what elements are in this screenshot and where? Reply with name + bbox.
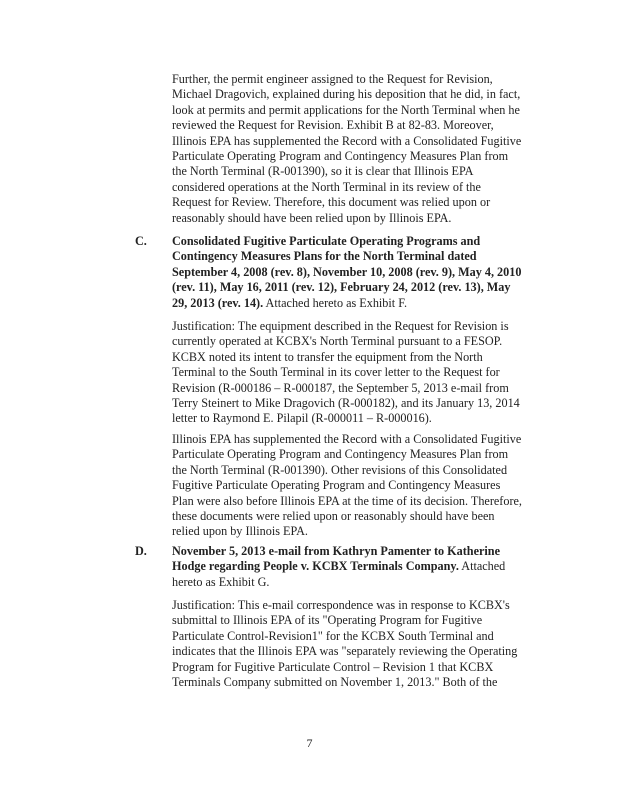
page-number: 7 [306, 736, 313, 750]
paragraph-b-continuation: Further, the permit engineer assigned to the Request for Revision, Michael Dragovich, explained during his deposition that he did, in fact, look at permits and permit applications for the North Terminal when he reviewed the Request for Revision. Exhibit B at 82-83. Moreover, Illinois EPA has supplemented the Record with a Consolidated Fugitive Particulate Operating Program and Contingency Measures Plan from the North Terminal (R-001390), so it is clear that Illinois EPA considered operations at the North Terminal in its review of the Request for Review. Therefore, this document was relied upon or reasonably should have been relied upon by Illinois EPA. [172, 72, 522, 225]
item-d-title: November 5, 2013 e-mail from Kathryn Pamenter to Katherine Hodge regarding People v. KCBX Terminals Company. [172, 544, 500, 574]
item-c-title: Consolidated Fugitive Particulate Operating Programs and Contingency Measures Plans for the North Terminal dated September 4, 2008 (rev. 8), November 10, 2008 (rev. 9), May 4, 2010 (rev. 11), May 16, 2011 (rev. 12), February 24, 2012 (rev. 13), May 29, 2013 (rev. 14). [172, 234, 522, 310]
item-c-heading [172, 234, 522, 311]
item-c-justification: Justification: The equipment described in the Request for Revision is currently operated at KCBX's North Terminal pursuant to a FESOP. KCBX noted its intent to transfer the equipment from the North Terminal to the South Terminal in its cover letter to the Request for Revision (R-000186 – R-000187, the September 5, 2013 e-mail from Terry Steinert to Mike Dragovich (R-000182), and its January 13, 2014 letter to Raymond E. Pilapil (R-000011 – R-000016). [172, 319, 520, 426]
item-letter-d: D. [135, 544, 147, 558]
item-d-attached: Attached hereto as Exhibit G. [172, 559, 506, 589]
item-d-heading [172, 544, 522, 590]
item-c-supplement: Illinois EPA has supplemented the Record with a Consolidated Fugitive Particulate Operating Program and Contingency Measures Plan from the North Terminal (R-001390). Other revisions of this Consolidated Fugitive Particulate Operating Program and Contingency Measures Plan were also before Illinois EPA at the time of its decision. Therefore, these documents were relied upon or reasonably should have been relied upon by Illinois EPA. [172, 432, 522, 539]
item-c-attached: Attached hereto as Exhibit F. [265, 295, 408, 310]
item-d-justification: Justification: This e-mail correspondence was in response to KCBX's submittal to Illinois EPA of its "Operating Program for Fugitive Particulate Control-Revision1" for the KCBX South Terminal and indicates that the Illinois EPA was "separately reviewing the Operating Program for Fugitive Particulate Control – Revision 1 that KCBX Terminals Company submitted on November 1, 2013." Both of the [172, 598, 518, 690]
item-letter-c: C. [135, 234, 147, 248]
